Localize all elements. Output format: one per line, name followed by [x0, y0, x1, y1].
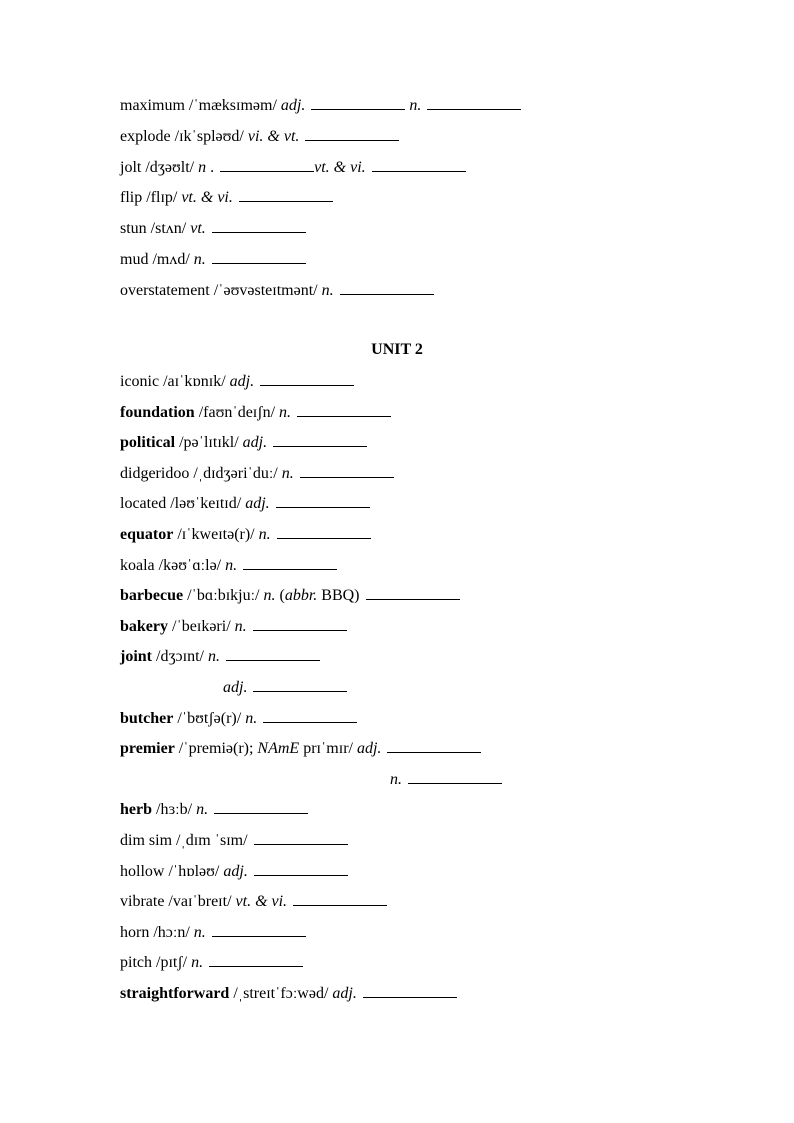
answer-blank[interactable] [263, 708, 357, 723]
vocab-entry [120, 646, 320, 666]
vocab-entry [120, 616, 347, 636]
headword: premier [120, 740, 175, 758]
separator-text [421, 97, 425, 114]
vocab-entry [390, 769, 502, 789]
vocab-entry [120, 861, 348, 881]
answer-blank[interactable] [366, 585, 460, 600]
separator-text: . [206, 158, 219, 176]
phonetic: /ˈbɑːbɪkjuː/ [183, 587, 264, 605]
phonetic: /stʌn/ [146, 220, 191, 238]
vocab-entry [120, 708, 357, 728]
vocab-entry [120, 585, 460, 605]
answer-blank[interactable] [226, 646, 320, 661]
part-of-speech: n. [279, 403, 292, 421]
part-of-speech: n. [191, 954, 204, 972]
separator-text [305, 97, 309, 114]
separator-text [206, 924, 210, 941]
answer-blank[interactable] [297, 402, 391, 417]
part-of-speech: vt. & vi. [181, 189, 233, 207]
answer-blank[interactable] [260, 371, 354, 386]
separator-text [299, 128, 303, 145]
part-of-speech: vi. & vt. [247, 127, 300, 145]
vocab-entry [120, 799, 308, 819]
part-of-speech: adj. [242, 434, 268, 452]
headword: overstatement [120, 281, 210, 299]
phonetic: /faʊnˈdeɪʃn/ [194, 403, 280, 421]
part-of-speech: n [198, 158, 207, 176]
abbreviation-text: BBQ) [317, 587, 364, 605]
separator-text [294, 465, 298, 482]
vocab-entry [223, 677, 347, 697]
answer-blank[interactable] [212, 218, 306, 233]
part-of-speech: n. [193, 251, 206, 268]
abbreviation-label: abbr. [284, 587, 318, 605]
phonetic: /ˈbʊtʃə(r)/ [173, 709, 246, 727]
answer-blank[interactable] [214, 799, 308, 814]
vocab-entry [120, 952, 303, 972]
part-of-speech: n. [245, 709, 258, 727]
part-of-speech: adj. [356, 740, 382, 758]
part-of-speech: n. [321, 281, 334, 299]
separator-text [257, 710, 261, 727]
part-of-speech: adj. [332, 985, 357, 1002]
headword: hollow [120, 862, 165, 880]
part-of-speech: n. [193, 923, 206, 941]
separator-text [267, 434, 271, 451]
phonetic: /ˈbeɪkəri/ [168, 617, 235, 635]
part-of-speech: NAmE [257, 740, 300, 758]
vocab-entry [120, 249, 306, 269]
part-of-speech: vt. & vi. [314, 158, 366, 176]
part-of-speech: n. [281, 464, 294, 482]
phonetic: /ˈpremiə(r); [174, 740, 258, 758]
answer-blank[interactable] [209, 952, 303, 967]
part-of-speech: n. [409, 97, 422, 114]
separator-text [254, 373, 258, 390]
phonetic: /kəʊˈɑːlə/ [154, 556, 226, 574]
vocab-entry [120, 922, 306, 942]
phonetic: /flɪp/ [142, 189, 182, 207]
part-of-speech: n. [196, 801, 209, 819]
answer-blank[interactable] [300, 463, 394, 478]
part-of-speech: n. [258, 526, 271, 543]
vocab-entry [120, 95, 521, 115]
phonetic: /ˌdɪdʒəriˈduː/ [189, 464, 282, 482]
vocab-entry [120, 280, 434, 300]
part-of-speech: adj. [280, 97, 306, 114]
answer-blank[interactable] [293, 891, 387, 906]
part-of-speech: adj. [229, 373, 255, 390]
answer-blank[interactable] [363, 983, 457, 998]
separator-text [247, 679, 251, 696]
answer-blank[interactable] [372, 157, 466, 172]
headword: equator [120, 526, 174, 543]
headword: flip [120, 189, 143, 207]
phonetic: /mʌd/ [148, 251, 194, 268]
separator-text [248, 863, 252, 880]
answer-blank[interactable] [254, 861, 348, 876]
separator-text [381, 740, 385, 757]
phonetic: /ˌdɪm ˈsɪm/ [172, 832, 252, 849]
part-of-speech: n. [390, 770, 402, 788]
separator-text [206, 251, 210, 268]
phonetic: /pɪtʃ/ [152, 954, 192, 972]
unit-heading: UNIT 2 [371, 341, 423, 358]
vocab-entry [120, 830, 348, 850]
phonetic: /hɔːn/ [149, 923, 194, 941]
part-of-speech: n. [234, 617, 247, 635]
headword: bakery [120, 617, 168, 635]
vocab-entry [120, 157, 466, 177]
vocab-entry [120, 371, 354, 391]
answer-blank[interactable] [408, 769, 502, 784]
phonetic: /dʒɔɪnt/ [152, 648, 208, 666]
phonetic: /dʒəʊlt/ [141, 158, 199, 176]
phonetic: /aɪˈkɒnɪk/ [159, 373, 230, 390]
answer-blank[interactable] [305, 126, 399, 141]
answer-blank[interactable] [340, 280, 434, 295]
headword: pitch [120, 954, 152, 972]
separator-text [233, 189, 237, 206]
headword: dim sim [120, 832, 173, 849]
vocab-entry [120, 555, 337, 575]
answer-blank[interactable] [311, 95, 405, 110]
phonetic: /hɜːb/ [152, 801, 197, 819]
headword: iconic [120, 373, 160, 390]
vocab-entry [120, 126, 399, 146]
vocab-entry [120, 218, 306, 238]
separator-text: prɪˈmɪr/ [299, 740, 357, 758]
separator-text [334, 282, 338, 299]
vocab-entry [120, 432, 367, 452]
answer-blank[interactable] [427, 95, 521, 110]
vocab-entry [120, 738, 481, 758]
headword: koala [120, 556, 155, 574]
headword: political [120, 434, 176, 452]
headword: mud [120, 251, 149, 268]
headword: barbecue [120, 587, 184, 605]
headword: maximum [120, 97, 185, 114]
part-of-speech: adj. [223, 862, 248, 880]
answer-blank[interactable] [239, 187, 333, 202]
headword: jolt [120, 158, 142, 176]
answer-blank[interactable] [212, 249, 306, 264]
separator-text [366, 159, 370, 176]
answer-blank[interactable] [253, 616, 347, 631]
separator-text [291, 404, 295, 421]
headword: butcher [120, 709, 174, 727]
part-of-speech: adj. [223, 679, 248, 696]
part-of-speech: vt. & vi. [235, 893, 288, 911]
answer-blank[interactable] [243, 555, 337, 570]
answer-blank[interactable] [253, 677, 347, 692]
phonetic: /ˈhɒləʊ/ [164, 862, 224, 880]
headword: joint [120, 648, 152, 666]
vocab-entry [120, 402, 391, 422]
separator-text [203, 954, 207, 971]
vocab-entry [120, 891, 387, 911]
headword: located [120, 495, 167, 513]
part-of-speech: vt. [190, 220, 206, 238]
vocab-entry [120, 463, 394, 483]
separator-text [270, 495, 274, 512]
part-of-speech: adj. [245, 495, 270, 513]
part-of-speech: n. [225, 556, 238, 574]
answer-blank[interactable] [277, 524, 371, 539]
headword: foundation [120, 403, 195, 421]
part-of-speech: n. [263, 587, 276, 605]
headword: horn [120, 923, 150, 941]
vocab-entry [120, 187, 333, 207]
answer-blank[interactable] [387, 738, 481, 753]
part-of-speech: n. [207, 648, 220, 666]
phonetic: /ˌstreɪtˈfɔːwəd/ [229, 985, 333, 1002]
vocab-entry [120, 493, 370, 513]
separator-text [247, 618, 251, 635]
phonetic: /pəˈlɪtɪkl/ [175, 434, 243, 452]
vocab-entry [120, 524, 371, 544]
headword: stun [120, 220, 147, 238]
separator-text: ( [275, 587, 285, 605]
answer-blank[interactable] [276, 493, 370, 508]
separator-text [357, 985, 361, 1002]
phonetic: /ɪˈkweɪtə(r)/ [173, 526, 259, 543]
separator-text [287, 893, 291, 910]
headword: didgeridoo [120, 464, 190, 482]
separator-text [402, 771, 406, 788]
phonetic: /ɪkˈspləʊd/ [170, 127, 248, 145]
answer-blank[interactable] [254, 830, 348, 845]
separator-text [237, 557, 241, 574]
vocab-entry [120, 983, 457, 1003]
answer-blank[interactable] [220, 157, 314, 172]
answer-blank[interactable] [212, 922, 306, 937]
phonetic: /ləʊˈkeɪtɪd/ [166, 495, 246, 513]
phonetic: /ˈmæksɪməm/ [184, 97, 281, 114]
headword: herb [120, 801, 152, 819]
answer-blank[interactable] [273, 432, 367, 447]
separator-text [271, 526, 275, 543]
separator-text [220, 648, 224, 665]
separator-text [208, 801, 212, 818]
headword: vibrate [120, 893, 165, 911]
headword: explode [120, 127, 171, 145]
phonetic: /vaɪˈbreɪt/ [164, 893, 236, 911]
phonetic: /ˈəʊvəsteɪtmənt/ [209, 281, 322, 299]
separator-text [206, 220, 210, 237]
headword: straightforward [120, 985, 230, 1002]
